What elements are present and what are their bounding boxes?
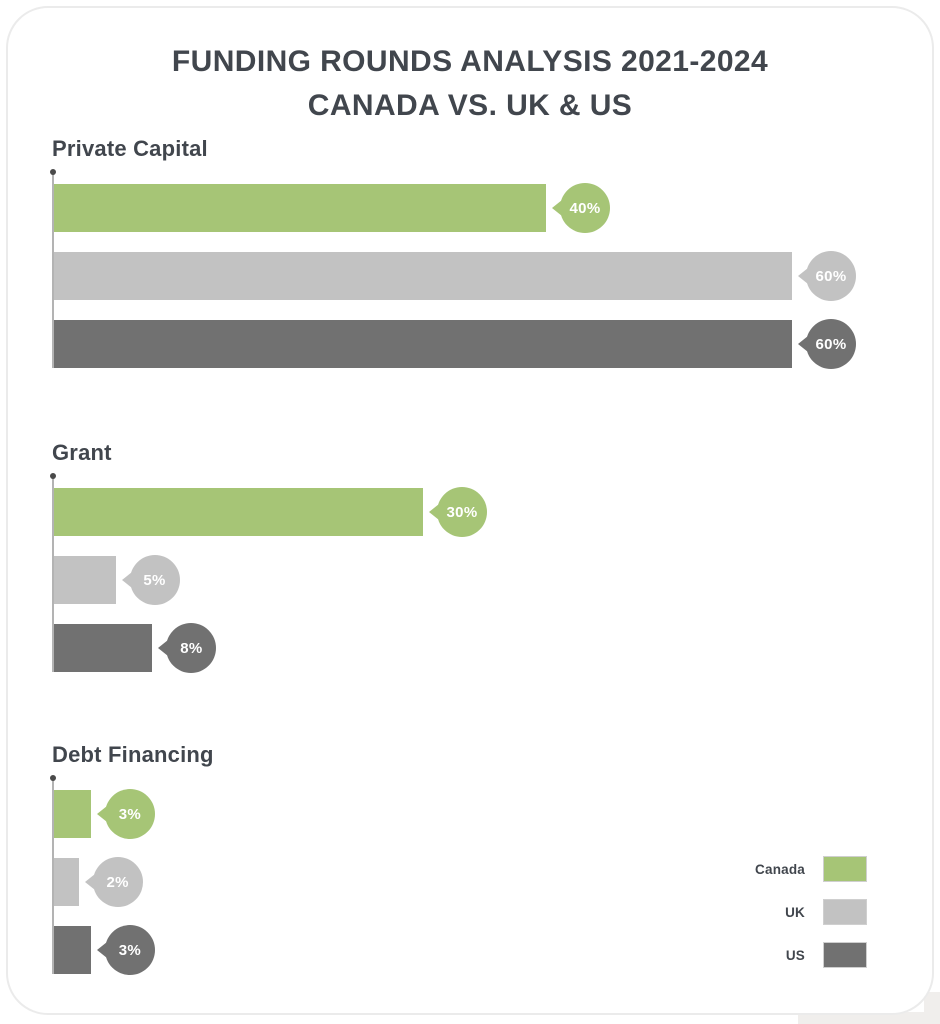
value-label: 3%	[118, 805, 142, 823]
group-label-debt-financing: Debt Financing	[52, 742, 214, 767]
value-bubble	[546, 183, 610, 233]
value-bubble	[79, 857, 143, 907]
value-bubble	[792, 251, 856, 301]
chart-title	[8, 40, 932, 128]
bar-us-debt-financing	[54, 926, 91, 974]
bar-row	[54, 790, 214, 838]
bubble-circle	[93, 857, 143, 907]
chart-group-private-capital	[52, 136, 856, 368]
bar-us-grant	[54, 624, 152, 672]
bar-uk-debt-financing	[54, 858, 79, 906]
bubble-circle	[437, 487, 487, 537]
bubble-circle	[560, 183, 610, 233]
legend-swatch-canada	[823, 856, 867, 882]
bar-uk-private-capital	[54, 252, 792, 300]
value-label: 30%	[446, 503, 478, 521]
bubble-circle	[105, 789, 155, 839]
bar-canada-debt-financing	[54, 790, 91, 838]
bubble-circle	[806, 251, 856, 301]
legend-label: US	[785, 947, 805, 963]
chart-group-debt-financing	[52, 742, 214, 974]
axis-dot-icon	[50, 775, 56, 781]
legend-swatch-uk	[823, 899, 867, 925]
value-label: 60%	[815, 335, 847, 353]
value-bubble	[91, 925, 155, 975]
legend-item-us	[755, 942, 867, 968]
value-label: 8%	[180, 639, 203, 657]
chart-title-line2: CANADA VS. UK & US	[307, 89, 633, 122]
value-label: 3%	[118, 941, 142, 959]
bar-row	[54, 320, 856, 368]
bubble-circle	[130, 555, 180, 605]
chart-title-line1: FUNDING ROUNDS ANALYSIS 2021-2024	[171, 45, 769, 78]
bar-row	[54, 252, 856, 300]
legend-label: UK	[785, 904, 805, 920]
value-label: 40%	[569, 199, 601, 217]
chart-group-grant	[52, 440, 487, 672]
value-bubble	[423, 487, 487, 537]
bubble-circle	[166, 623, 216, 673]
group-label-grant: Grant	[52, 440, 112, 465]
group-label-private-capital: Private Capital	[52, 136, 208, 161]
legend-item-canada	[755, 856, 867, 882]
legend-label: Canada	[755, 861, 805, 877]
value-label: 2%	[106, 873, 129, 891]
bar-chart-private-capital	[52, 171, 856, 368]
bar-row	[54, 624, 487, 672]
value-label: 60%	[815, 267, 847, 285]
bar-row	[54, 488, 487, 536]
legend-item-uk	[755, 899, 867, 925]
bar-us-private-capital	[54, 320, 792, 368]
bar-row	[54, 858, 214, 906]
axis-dot-icon	[50, 473, 56, 479]
legend	[755, 856, 867, 968]
bubble-circle	[806, 319, 856, 369]
value-bubble	[792, 319, 856, 369]
legend-swatch-us	[823, 942, 867, 968]
value-label: 5%	[143, 571, 166, 589]
bar-canada-private-capital	[54, 184, 546, 232]
value-bubble	[116, 555, 180, 605]
bar-canada-grant	[54, 488, 423, 536]
bubble-circle	[105, 925, 155, 975]
axis-dot-icon	[50, 169, 56, 175]
bar-uk-grant	[54, 556, 116, 604]
bar-chart-debt-financing	[52, 777, 214, 974]
bar-row	[54, 926, 214, 974]
bar-row	[54, 184, 856, 232]
value-bubble	[152, 623, 216, 673]
value-bubble	[91, 789, 155, 839]
chart-card	[6, 6, 934, 1015]
bar-chart-grant	[52, 475, 487, 672]
bar-row	[54, 556, 487, 604]
